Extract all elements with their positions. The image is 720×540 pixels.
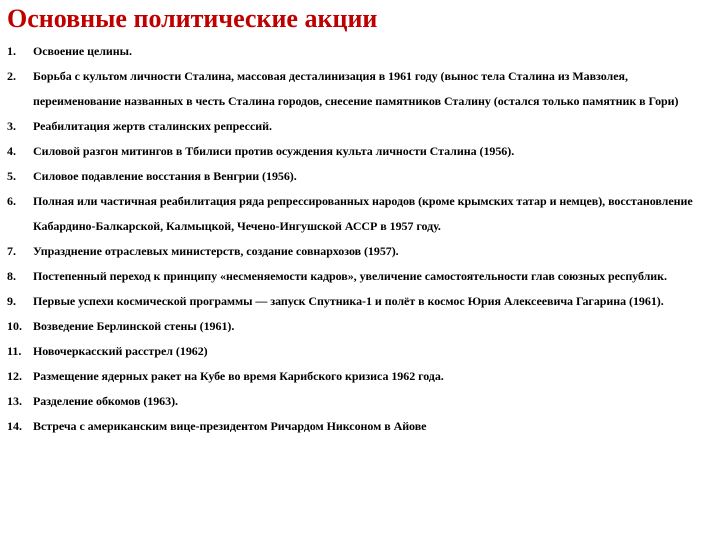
- item-number: 13.: [7, 394, 22, 408]
- item-text: Первые успехи космической программы — запуск Спутника-1 и полёт в космос Юрия Алексеевича Гагарина (1961).: [33, 294, 664, 308]
- item-text: Силовой разгон митингов в Тбилиси против осуждения культа личности Сталина (1956).: [33, 144, 515, 158]
- item-number: 2.: [7, 69, 16, 83]
- list-item: [7, 114, 713, 139]
- list-item: [7, 289, 713, 314]
- item-text: Разделение обкомов (1963).: [33, 394, 178, 408]
- item-text: Освоение целины.: [33, 44, 132, 58]
- list-item: [7, 414, 713, 439]
- item-text: Возведение Берлинской стены (1961).: [33, 319, 235, 333]
- list-item: [7, 139, 713, 164]
- item-text: Постепенный переход к принципу «несменяемости кадров», увеличение самостоятельности глав союзных республик.: [33, 269, 667, 283]
- list-item: [7, 64, 713, 114]
- list-item: [7, 339, 713, 364]
- item-text: Реабилитация жертв сталинских репрессий.: [33, 119, 272, 133]
- item-number: 4.: [7, 144, 16, 158]
- item-number: 9.: [7, 294, 16, 308]
- item-text: Борьба с культом личности Сталина, массовая десталинизация в 1961 году (вынос тела Сталина из Мавзолея, переименование названных в честь Сталина городов, снесение памятников Сталину (остался только памятник в Гори): [33, 69, 679, 108]
- item-number: 3.: [7, 119, 16, 133]
- item-number: 11.: [7, 344, 22, 358]
- list-item: [7, 389, 713, 414]
- item-text: Новочеркасский расстрел (1962): [33, 344, 208, 358]
- actions-list: [7, 39, 713, 439]
- item-text: Упразднение отраслевых министерств, создание совнархозов (1957).: [33, 244, 399, 258]
- list-item: [7, 39, 713, 64]
- item-number: 7.: [7, 244, 16, 258]
- list-item: [7, 164, 713, 189]
- item-number: 6.: [7, 194, 16, 208]
- list-item: [7, 364, 713, 389]
- item-number: 14.: [7, 419, 22, 433]
- list-item: [7, 264, 713, 289]
- item-text: Встреча с американским вице-президентом Ричардом Никсоном в Айове: [33, 419, 427, 433]
- item-number: 1.: [7, 44, 16, 58]
- item-number: 12.: [7, 369, 22, 383]
- item-number: 5.: [7, 169, 16, 183]
- item-number: 8.: [7, 269, 16, 283]
- item-number: 10.: [7, 319, 22, 333]
- list-item: [7, 314, 713, 339]
- item-text: Размещение ядерных ракет на Кубе во время Карибского кризиса 1962 года.: [33, 369, 444, 383]
- item-text: Полная или частичная реабилитация ряда репрессированных народов (кроме крымских татар и немцев), восстановление Кабардино-Балкарской, Калмыцкой, Чечено-Ингушской АССР в 1957 году.: [33, 194, 693, 233]
- list-item: [7, 189, 713, 239]
- item-text: Силовое подавление восстания в Венгрии (1956).: [33, 169, 297, 183]
- slide-title: Основные политические акции: [7, 4, 378, 33]
- list-item: [7, 239, 713, 264]
